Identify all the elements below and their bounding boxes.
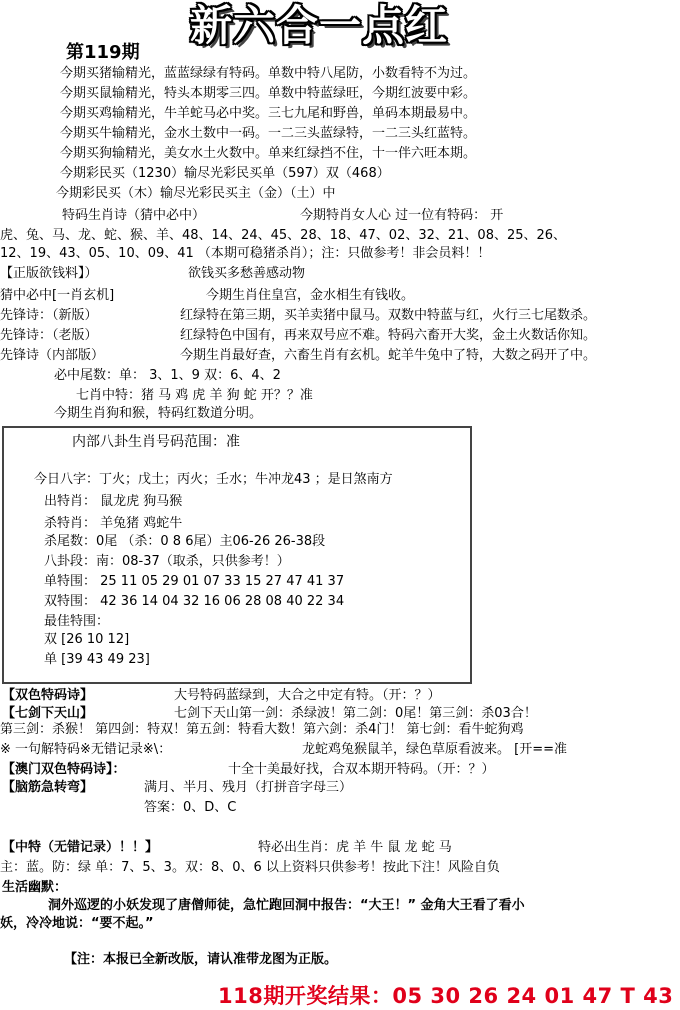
text-line: 今期买鸡输精光，牛羊蛇马必中奖。三七九尾和野兽，单码本期最易中。 [60,106,477,121]
text-line: 红绿特在第三期，买羊卖猪中鼠马。双数中特蓝与红，火行三七尾数杀。 [180,308,597,323]
section-line: 十全十美最好找，合双本期开特码。（开：？） [228,762,495,777]
section-line: 满月、半月、残月（打拼音字母三） [144,780,353,795]
section-line: 【双色特码诗】 [2,688,94,703]
issue-number: 第119期 [66,42,140,63]
section-line: 【脑筋急转弯】 [2,780,94,795]
text-line: 先锋诗（内部版） [0,348,105,363]
text-line: 今期生肖狗和猴，特码红数道分明。 [54,406,263,421]
section-line: 生活幽默： [2,880,68,895]
box-row-line: 出特肖： 鼠龙虎 狗马猴 [44,494,183,509]
box-row-line: 杀尾数：0尾 （杀：0 8 6尾）主06-26 26-38段 [44,534,326,549]
section-line: 七剑下天山第一剑：杀绿波！第二剑：0尾！第三剑：杀03合！ [174,706,537,721]
box-row-line: 今日八字：丁火；戊土；丙火；壬水；牛冲龙43 ；是日煞南方 [34,472,393,487]
text-line: 红绿特色中国有，再来双号应不难。特码六畜开大奖，金土火数话你知。 [180,328,597,343]
box-row-line: 单 [39 43 49 23] [44,652,150,667]
box-row-line: 杀特肖： 羊兔猪 鸡蛇牛 [44,516,183,531]
section-line: 主：蓝。防：绿 单：7、5、3。双：8、0、6 以上资料只供参考！按此下注！风险自负 [0,860,500,875]
text-line: 12、19、43、05、10、09、41 （本期可稳猪杀肖）；注：只做参考！非会员料！！ [0,246,491,261]
text-line: 今期买狗输精光，美女水土火数中。单来红绿挡不住，十一伴六旺本期。 [60,146,477,161]
section-line: 洞外巡逻的小妖发现了唐僧师徒，急忙跑回洞中报告：“大王！” 金角大王看了看小 [48,898,525,913]
text-line: 猜中必中[一肖玄机] [0,288,115,303]
text-line: 虎、兔、马、龙、蛇、猴、羊、48、14、24、45、28、18、47、02、32、21、08、25、26、 [0,228,567,243]
text-line: 今期买猪输精光，蓝蓝绿绿有特码。单数中特八尾防，小数看特不为过。 [60,66,477,81]
section-line: 【七剑下天山】 [2,706,94,721]
draw-result: 118期开奖结果：05 30 26 24 01 47 T 43 [218,984,674,1008]
section-line: 大号特码蓝绿到，大合之中定有特。（开：？） [174,688,441,703]
section-line: ※ 一句解特码※无错记录※\： [0,742,172,757]
section-line: 【澳门双色特码诗】： [2,762,126,777]
section-line: 【中特（无错记录）！！】 [2,840,159,855]
text-line: 七肖中特：猪 马 鸡 虎 羊 狗 蛇 开？？准 [76,388,313,403]
text-line: 今期生肖住皇宫，金水相生有钱收。 [206,288,415,303]
box-row-line: 单特围： 25 11 05 29 01 07 33 15 27 47 41 37 [44,574,345,589]
text-line: 今期彩民买（1230）输尽光彩民买单（597）双（468） [60,166,390,181]
section-line: 特必出生肖：虎 羊 牛 鼠 龙 蛇 马 [258,840,452,855]
text-line: 今期生肖最好查，六畜生肖有玄机。蛇羊牛兔中了特，大数之码开了中。 [180,348,597,363]
text-line: 欲钱买多愁善感动物 [188,266,306,281]
logo-title: 新六合一点红 [190,1,449,50]
text-line: 【正版欲钱料】） [0,266,98,281]
section-line: 第三剑：杀猴！ 第四剑：特双！第五剑：特看大数！第六剑：杀4门！ 第七剑：看牛蛇狗鸡 [0,722,524,737]
text-line: 今期特肖女人心 过一位有特码： 开 [300,208,504,223]
box-row-line: 八卦段：南：08-37（取杀，只供参考！） [44,554,290,569]
box-title: 内部八卦生肖号码范围：准 [72,434,240,450]
section-line: 龙蛇鸡兔猴鼠羊，绿色草原看波来。 [开==准 [302,742,567,757]
text-line: 必中尾数：单： 3、1、9 双：6、4、2 [54,368,281,383]
text-line: 今期彩民买（木）输尽光彩民买主（金）（土）中 [56,186,336,201]
section-line: 妖，冷冷地说：“要不起。” [0,916,154,931]
text-line: 先锋诗：（新版） [0,308,98,323]
section-line: 答案：0、D、C [144,800,237,815]
box-row-line: 双 [26 10 12] [44,632,130,647]
text-line: 特码生肖诗（猜中必中） [62,208,206,223]
text-line: 先锋诗：（老版） [0,328,98,343]
text-line: 今期买鼠输精光，特头本期零三四。单数中特蓝绿旺，今期红波要中彩。 [60,86,477,101]
text-line: 今期买牛输精光，金水土数中一码。一二三头蓝绿特，一二三头红蓝特。 [60,126,477,141]
box-row-line: 双特围： 42 36 14 04 32 16 06 28 08 40 22 34 [44,594,345,609]
section-line: 【注：本报已全新改版，请认准带龙图为正版。 [64,952,338,967]
box-row-line: 最佳特围： [44,614,110,629]
